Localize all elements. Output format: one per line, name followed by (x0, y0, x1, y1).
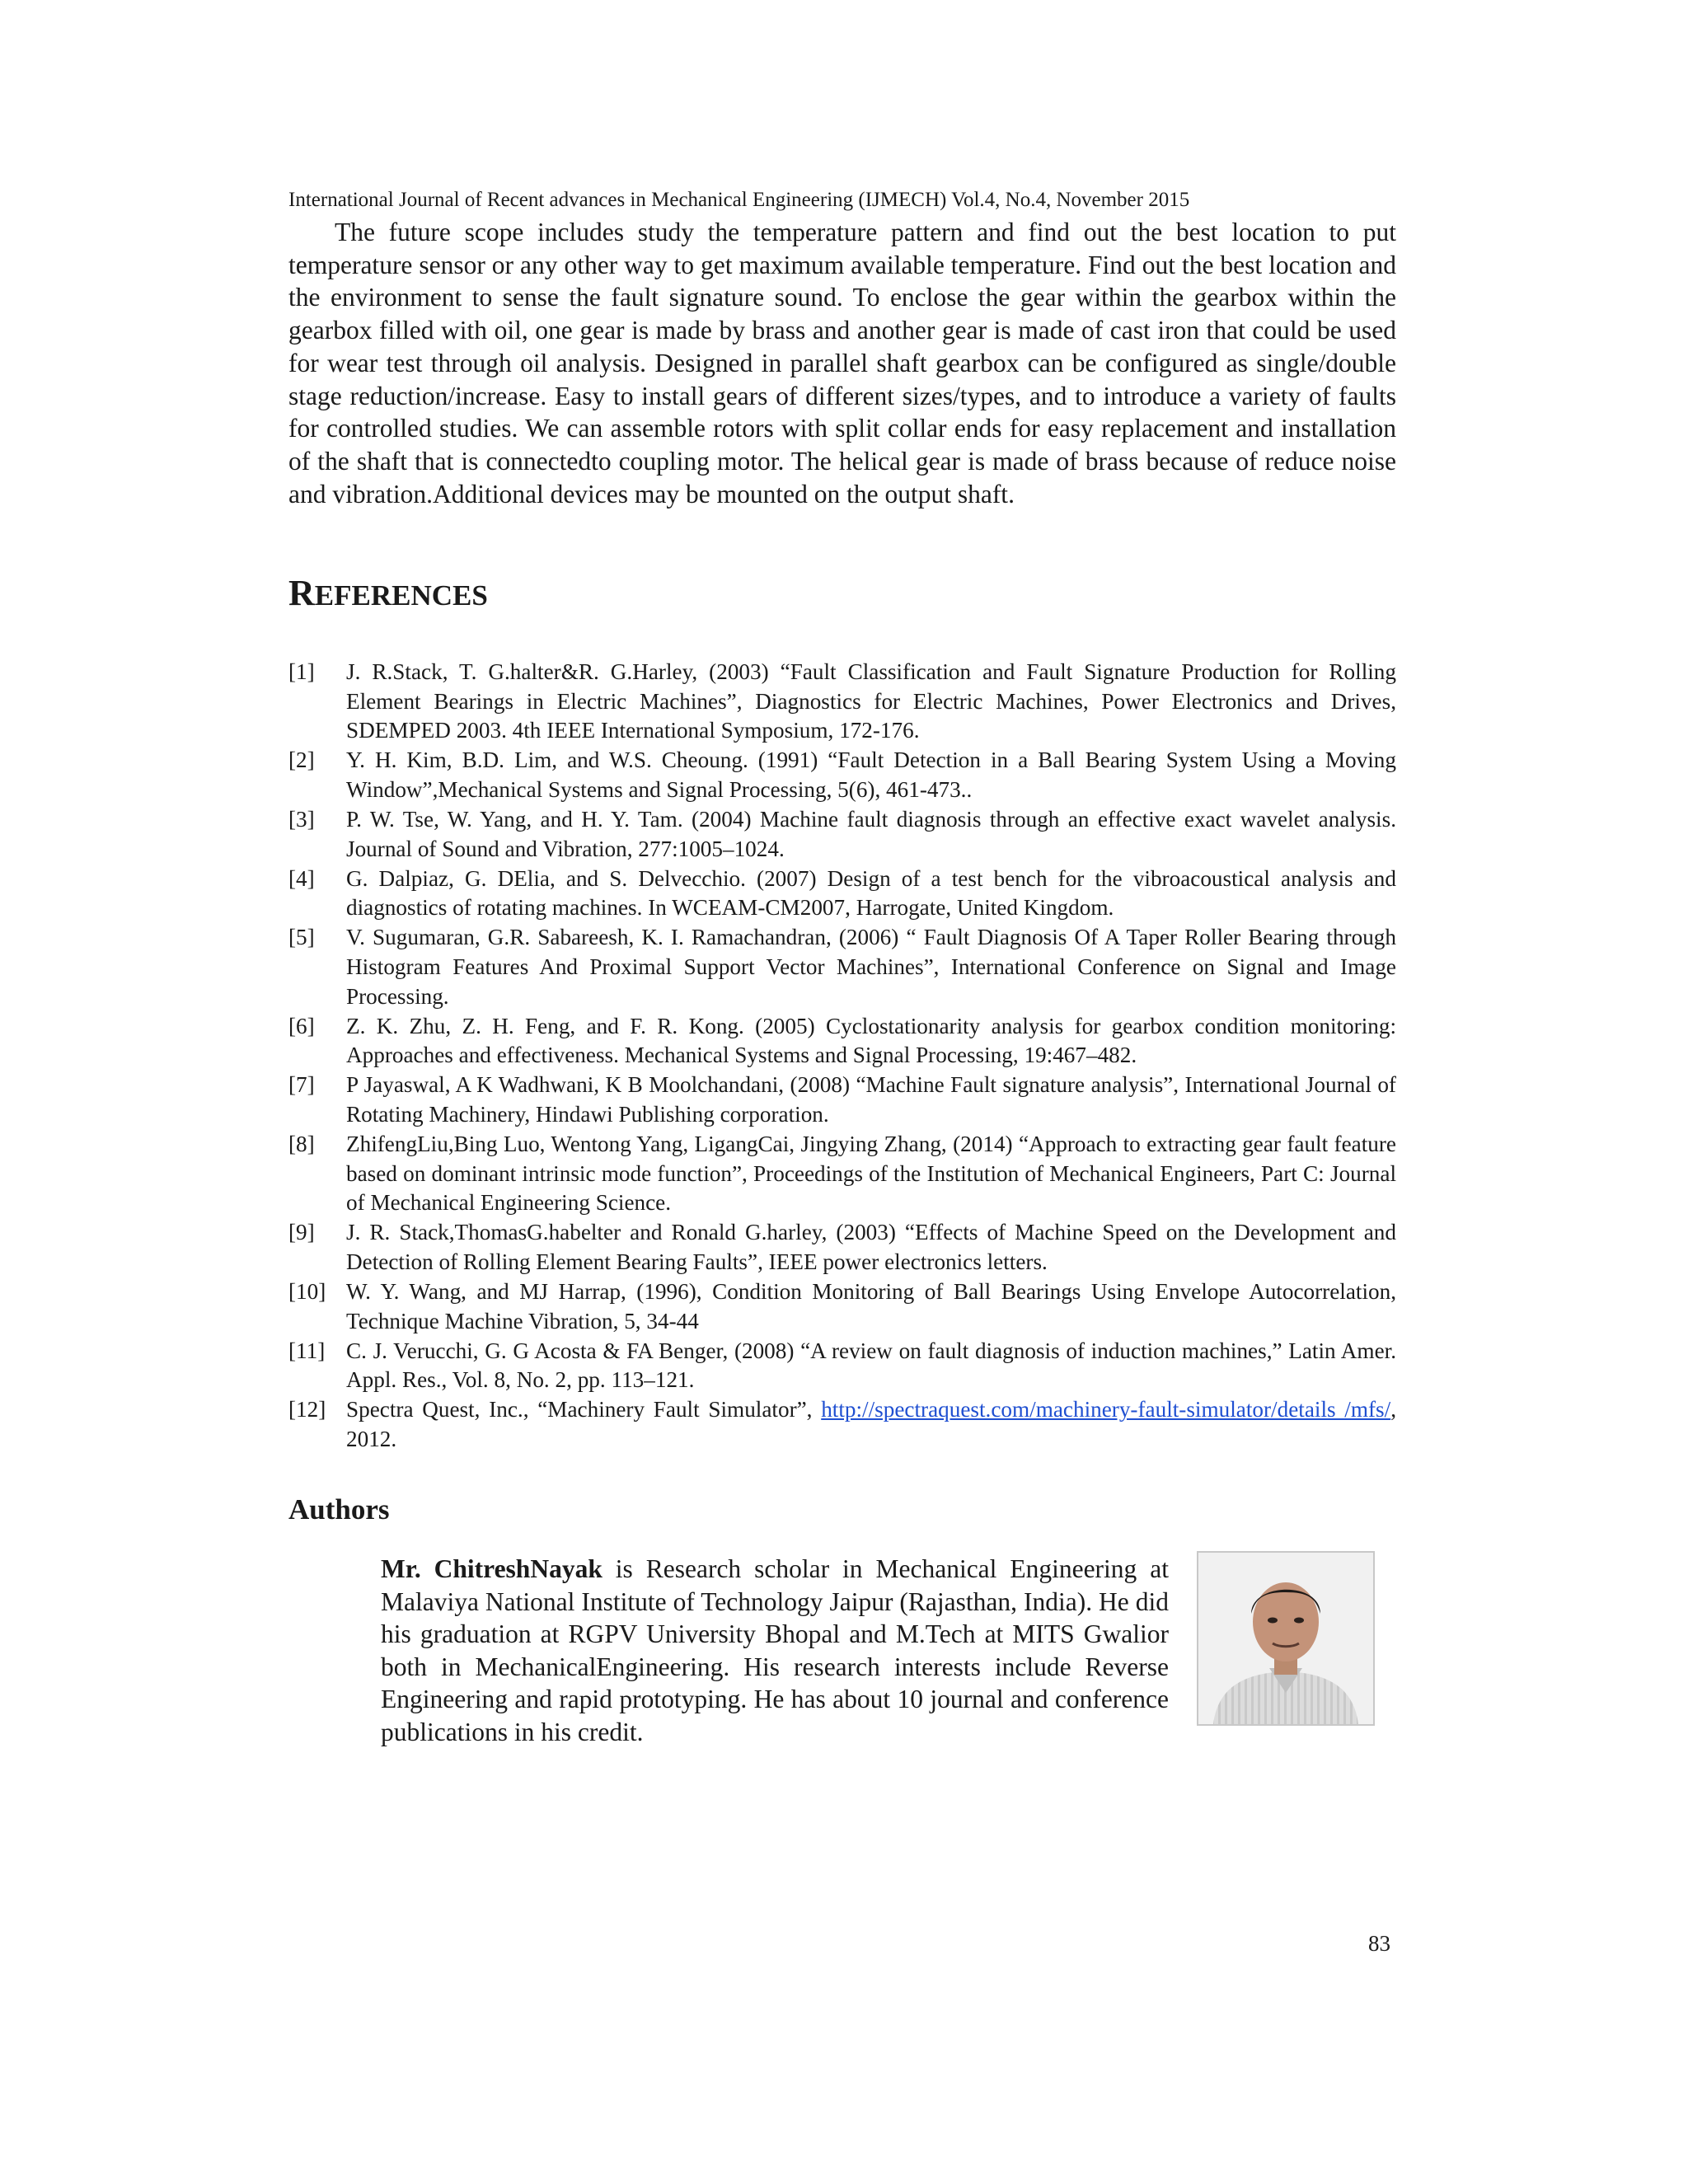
reference-number: [9] (288, 1220, 315, 1245)
reference-number: [5] (288, 925, 315, 950)
reference-number: [10] (288, 1278, 326, 1304)
reference-text-after: , 2012. (346, 1397, 1396, 1451)
reference-item-4 (288, 865, 1396, 923)
reference-text: V. Sugumaran, G.R. Sabareesh, K. I. Ramachandran, (2006) “ Fault Diagnosis Of A Taper Roller Bearing through Histogram Features And Proximal Support Vector Machines”, International Conference on Signal and Image Processing. (346, 925, 1396, 1009)
author-bio-text: is Research scholar in Mechanical Engineering at Malaviya National Institute of Technology Jaipur (Rajasthan, India). He did his graduation at RGPV University Bhopal and M.Tech at MITS Gwalior both in MechanicalEngineering. His research interests include Reverse Engineering and rapid prototyping. He has about 10 journal and conference publications in his credit. (381, 1554, 1169, 1746)
reference-item-9 (288, 1218, 1396, 1277)
reference-number: [12] (288, 1397, 326, 1422)
references-heading-initial: R (288, 573, 315, 613)
reference-item-2 (288, 746, 1396, 804)
reference-item-10 (288, 1277, 1396, 1336)
authors-heading: Authors (288, 1493, 390, 1526)
references-heading (288, 573, 488, 613)
reference-item-3 (288, 805, 1396, 864)
reference-number: [2] (288, 748, 315, 773)
reference-item-5 (288, 923, 1396, 1011)
author-portrait-icon (1198, 1553, 1373, 1724)
reference-item-11 (288, 1337, 1396, 1395)
reference-number: [11] (288, 1338, 326, 1363)
reference-text: W. Y. Wang, and MJ Harrap, (1996), Condition Monitoring of Ball Bearings Using Envelope Autocorrelation, Technique Machine Vibration, 5, 34-44 (346, 1278, 1396, 1333)
reference-text: J. R. Stack,ThomasG.habelter and Ronald G.harley, (2003) “Effects of Machine Speed on the Development and Detection of Rolling Element Bearing Faults”, IEEE power electronics letters. (346, 1220, 1396, 1274)
reference-number: [3] (288, 806, 315, 832)
page-number: 83 (1368, 1931, 1390, 1956)
spectraquest-link[interactable]: http://spectraquest.com/machinery-fault-simulator/details /mfs/ (821, 1397, 1391, 1422)
running-header: International Journal of Recent advances in Mechanical Engineering (IJMECH) Vol.4, No.4, November 2015 (288, 189, 1190, 211)
reference-text: P. W. Tse, W. Yang, and H. Y. Tam. (2004) Machine fault diagnosis through an effective exact wavelet analysis. Journal of Sound and Vibration, 277:1005–1024. (346, 806, 1396, 861)
author-name: Mr. ChitreshNayak (381, 1554, 603, 1583)
reference-text: C. J. Verucchi, G. G Acosta & FA Benger, (2008) “A review on fault diagnosis of induction machines,” Latin Amer. Appl. Res., Vol. 8, No. 2, pp. 113–121. (346, 1338, 1396, 1393)
reference-text: Z. K. Zhu, Z. H. Feng, and F. R. Kong. (2005) Cyclostationarity analysis for gearbox condition monitoring: Approaches and effectiveness. Mechanical Systems and Signal Processing, 19:467–482. (346, 1013, 1396, 1068)
reference-item-8 (288, 1130, 1396, 1218)
reference-number: [7] (288, 1072, 315, 1098)
reference-text: G. Dalpiaz, G. DElia, and S. Delvecchio. (2007) Design of a test bench for the vibroacoustical analysis and diagnostics of rotating machines. In WCEAM-CM2007, Harrogate, United Kingdom. (346, 865, 1396, 921)
reference-item-7 (288, 1071, 1396, 1129)
author-bio (381, 1553, 1169, 1748)
reference-text: J. R.Stack, T. G.halter&R. G.Harley, (2003) “Fault Classification and Fault Signature Production for Rolling Element Bearings in Electric Machines”, Diagnostics for Electric Machines, Power Electronics and Drives, SDEMPED 2003. 4th IEEE International Symposium, 172-176. (346, 659, 1396, 743)
reference-item-12 (288, 1395, 1396, 1454)
reference-text: P Jayaswal, A K Wadhwani, K B Moolchandani, (2008) “Machine Fault signature analysis”, International Journal of Rotating Machinery, Hindawi Publishing corporation. (346, 1072, 1396, 1127)
future-scope-paragraph: The future scope includes study the temperature pattern and find out the best location to put temperature sensor or any other way to get maximum available temperature. Find out the best location and the environment to sense the fault signature sound. To enclose the gear within the gearbox within the gearbox filled with oil, one gear is made by brass and another gear is made of cast iron that could be used for wear test through oil analysis. Designed in parallel shaft gearbox can be configured as single/double stage reduction/increase. Easy to install gears of different sizes/types, and to introduce a variety of faults for controlled studies. We can assemble rotors with split collar ends for easy replacement and installation of the shaft that is connectedto coupling motor. The helical gear is made of brass because of reduce noise and vibration.Additional devices may be mounted on the output shaft. (288, 218, 1396, 509)
reference-text: Y. H. Kim, B.D. Lim, and W.S. Cheoung. (1991) “Fault Detection in a Ball Bearing System Using a Moving Window”,Mechanical Systems and Signal Processing, 5(6), 461-473.. (346, 748, 1396, 802)
reference-number: [4] (288, 865, 315, 891)
reference-list (288, 658, 1396, 1455)
author-photo (1197, 1551, 1375, 1726)
reference-number: [6] (288, 1013, 315, 1038)
reference-item-1 (288, 658, 1396, 746)
reference-number: [1] (288, 659, 315, 684)
reference-text: ZhifengLiu,Bing Luo, Wentong Yang, LigangCai, Jingying Zhang, (2014) “Approach to extracting gear fault feature based on dominant intrinsic mode function”, Proceedings of the Institution of Mechanical Engineers, Part C: Journal of Mechanical Engineering Science. (346, 1132, 1396, 1216)
references-heading-rest: EFERENCES (314, 579, 488, 612)
reference-text-before: Spectra Quest, Inc., “Machinery Fault Simulator”, (346, 1397, 822, 1422)
reference-number: [8] (288, 1132, 315, 1156)
reference-item-6 (288, 1012, 1396, 1071)
